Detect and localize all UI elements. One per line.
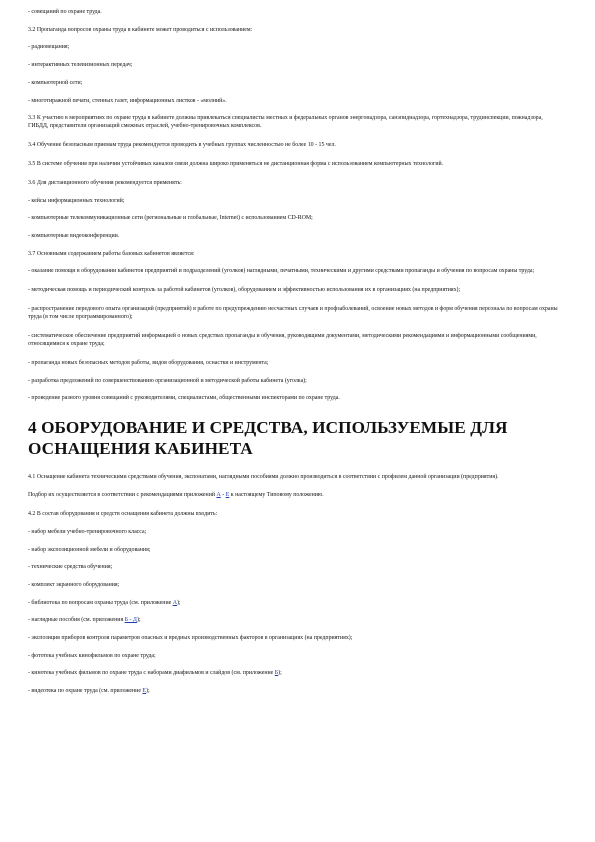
list-item [28, 599, 564, 607]
appendix-link[interactable]: Б [274, 670, 279, 677]
appendix-link[interactable]: А [172, 599, 177, 606]
list-item: - кейсы информационных технологий; [28, 197, 125, 204]
paragraph: - совещаний по охране труда. [28, 9, 102, 15]
list-item: - радиовещания; [28, 44, 70, 51]
paragraph-text: - [220, 492, 226, 499]
document-page [28, 8, 564, 705]
list-item-text: ); [146, 688, 150, 695]
list-item: - проведение разного уровня совещаний с руководителями, специалистами, общественными инспекторами по охране труда. [28, 395, 340, 402]
paragraph: 3.7 Основными содержанием работы базовых кабинетов является: [28, 250, 195, 257]
section-heading [28, 417, 564, 459]
paragraph-with-links [28, 491, 564, 499]
list-item [28, 669, 564, 677]
list-item-text: ); [136, 617, 141, 624]
list-item: - компьютерные телекоммуникационные сети (региональные и глобальные, Internet) с использованием CD-ROM; [28, 215, 313, 222]
appendix-link[interactable]: Б - Д [124, 617, 137, 624]
list-item [28, 687, 564, 695]
list-item: - технические средства обучения; [28, 564, 113, 571]
paragraph: 3.5 В системе обучения при наличии устойчивых каналов связи должна широко применяться не дистанционная форма с использованием компьютерных технологий. [28, 161, 444, 168]
list-item-text: - наглядные пособия (см. приложения [28, 617, 125, 624]
paragraph: 4.2 В состав оборудования и средств оснащения кабинета должны входить: [28, 511, 218, 518]
appendix-link[interactable]: Е [142, 688, 147, 695]
list-item: - фототека учебных кинофильмов по охране труда; [28, 652, 156, 659]
list-item: - пропаганда новых безопасных методов работы, видов оборудования, оснастки и инструмента; [28, 359, 269, 366]
list-item-text: ); [278, 670, 282, 677]
paragraph: 3.4 Обучение безопасным приемам труда рекомендуется проводить в учебных группах численностью не более 10 - 15 чел. [28, 142, 336, 149]
paragraph: 3.2 Пропаганда вопросов охраны труда в кабинете может проводиться с использованием: [28, 26, 253, 33]
paragraph: 3.3 К участию в мероприятиях по охране труда в кабинете должны привлекаться специалисты местных и федеральных органов энергонадзора, санэпиднадзора, гортехнадзора, трудинспекции, пожнадзора, ГИБДД, представители организаций смежных отраслей, учебно-тренировочных комплексов. [28, 115, 543, 130]
list-item: - компьютерной сети; [28, 79, 83, 86]
list-item: - методическая помощь и периодический контроль за работой кабинетов (уголков), оборудованием и эффективностью использования их в организациях (на предприятиях); [28, 287, 461, 294]
list-item: - компьютерные видеоконференции. [28, 232, 120, 239]
list-item [28, 616, 564, 624]
list-item: - разработка предложений по совершенствованию организационной и методической работы кабинета (уголка); [28, 377, 307, 384]
list-item: - набор экспозиционной мебели и оборудования; [28, 546, 151, 553]
section-heading-line: ОСНАЩЕНИЯ КАБИНЕТА [28, 438, 253, 458]
paragraph-text: Подбор их осуществляется в соответствии с рекомендациями приложений [28, 492, 217, 499]
list-item: - набор мебели учебно-тренировочного класса; [28, 528, 147, 535]
list-item-text: - видеотека по охране труда (см. приложение [28, 688, 143, 695]
paragraph: 4.1 Оснащение кабинета техническими средствами обучения, экспонатами, наглядными пособиями должно производиться в соответствии с профилем данной организации (предприятия). [28, 473, 499, 480]
appendix-link-a[interactable]: А [216, 492, 221, 499]
paragraph-text: к настоящему Типовому положению. [229, 492, 324, 499]
list-item-text: - библиотека по вопросам охраны труда (см. приложение [28, 599, 173, 606]
list-item: - распространение передового опыта организаций (предприятий) в работе по предупреждению несчастных случаев и профзаболеваний, освоение новых методов и форм обучения персонала по вопросам охраны труда (в том числе программированного); [28, 305, 558, 321]
list-item: - экспозиция приборов контроля параметров опасных и вредных производственных факторов в организациях (на предприятиях); [28, 635, 353, 642]
list-item-text: - кинотека учебных фильмов по охране труда с наборами диафильмов и слайдов (см. приложение [28, 670, 275, 677]
list-item: - систематическое обеспечение предприятий информацией о новых средствах пропаганды и обучения, руководящими документами, методическими рекомендациями и информационными сообщениями, относящимися к охране труда; [28, 332, 537, 348]
list-item: - комплект экранного оборудования; [28, 581, 120, 588]
list-item-text: ); [176, 599, 181, 606]
appendix-link-e[interactable]: Е [225, 492, 230, 499]
list-item: - многотиражной печати, стенных газет, информационных листков - «молний». [28, 97, 227, 104]
section-heading-line: 4 ОБОРУДОВАНИЕ И СРЕДСТВА, ИСПОЛЬЗУЕМЫЕ ДЛЯ [28, 417, 508, 437]
list-item: - оказание помощи в оборудовании кабинетов предприятий и подразделений (уголков) наглядными, печатными, техническими и другими средствами пропаганды и обучения по вопросам охраны труда; [28, 268, 535, 275]
paragraph: 3.6 Для дистанционного обучения рекомендуется применять: [28, 179, 182, 186]
list-item: - интерактивных телевизионных передач; [28, 62, 133, 69]
